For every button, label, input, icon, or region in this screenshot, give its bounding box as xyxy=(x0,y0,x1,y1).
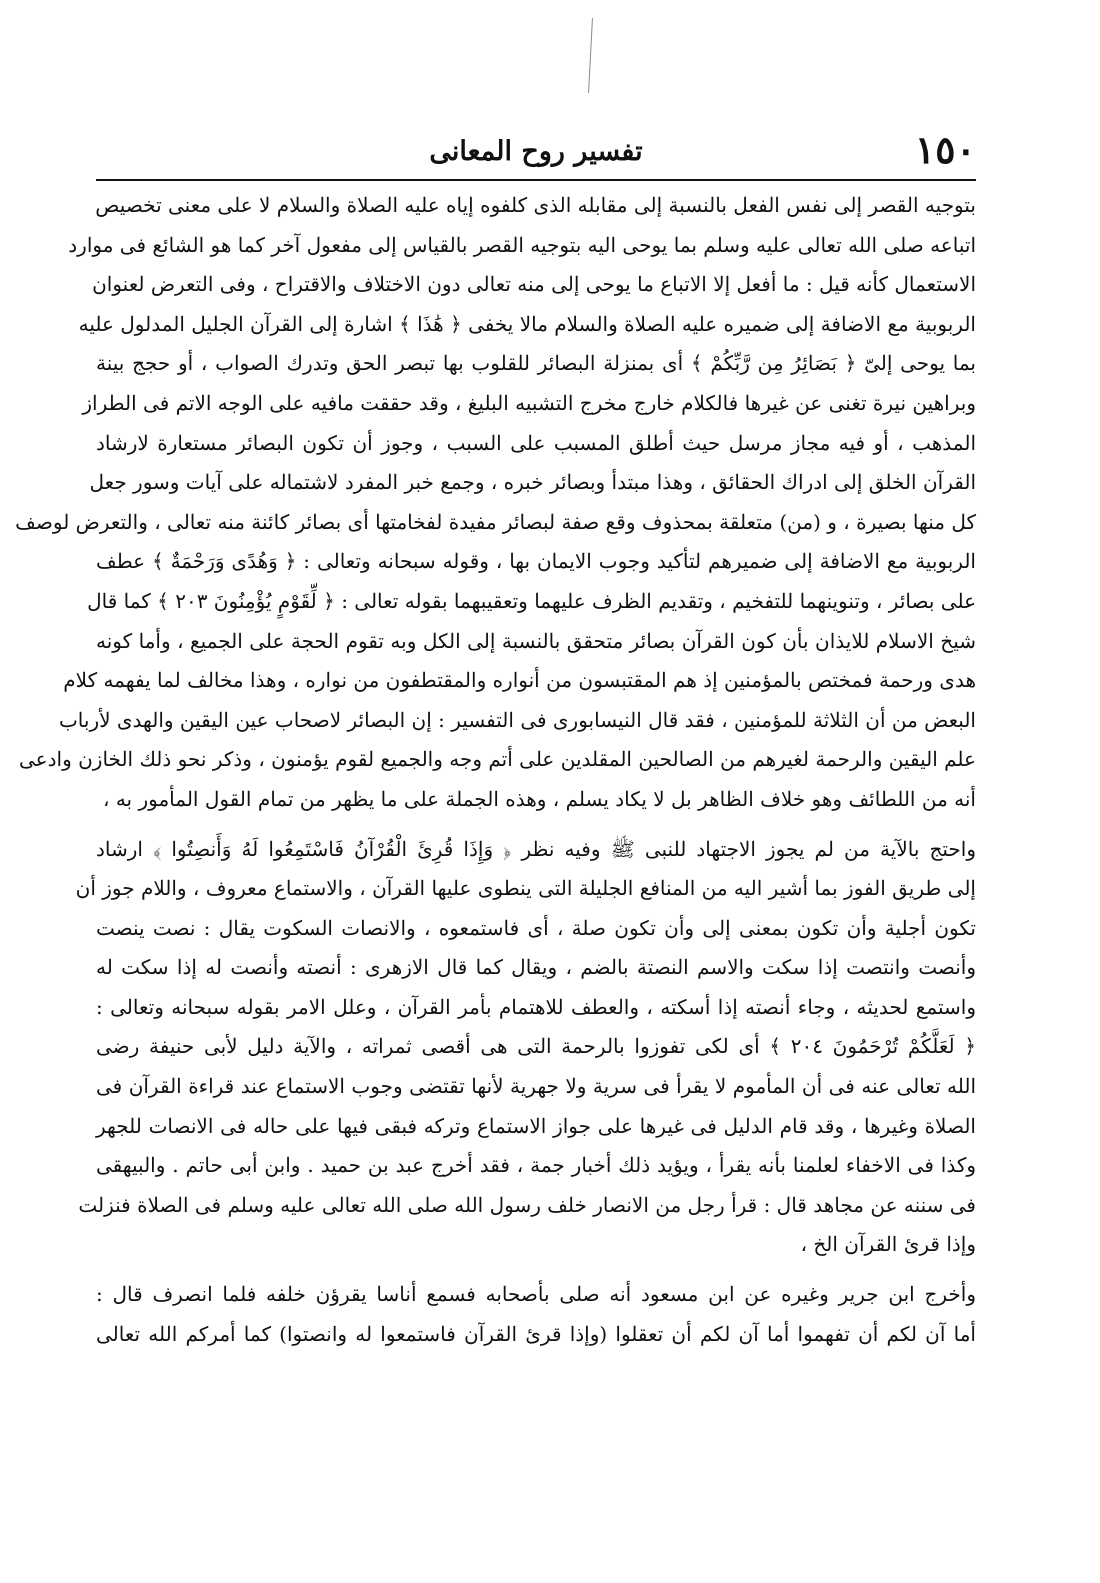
text-line: على بصائر ، وتنوينهما للتفخيم ، وتقديم الظرف عليهما وتعقيبهما بقوله تعالى : ﴿ لِّقَوْمٍ يُؤْمِنُونَ ٢٠٣ ﴾ كما قال xyxy=(87,588,976,613)
text-line: وإذا قرئ القرآن الخ ، xyxy=(800,1232,976,1257)
text-line: الله تعالى عنه فى أن المأموم لا يقرأ فى سرية ولا جهرية لأنها تقتضى وجوب الاستماع عند قراءة القرآن فى xyxy=(96,1074,976,1099)
text-line: تكون أجلية وأن تكون بمعنى إلى وأن تكون صلة ، أى فاستمعوه ، والانصات السكوت يقال : نصت ينصت xyxy=(96,915,976,940)
text-line: هدى ورحمة فمختص بالمؤمنين إذ هم المقتبسون من أنواره والمقتطفون من نواره ، وهذا مخالف لما يفهمه كلام xyxy=(63,668,976,693)
scan-artifact-line xyxy=(588,18,593,93)
text-line: الربوبية مع الاضافة إلى ضميره عليه الصلاة والسلام مالا يخفى ﴿ هَٰذَا ﴾ اشارة إلى القرآن الجليل المدلول عليه xyxy=(78,311,976,336)
text-line: وكذا فى الاخفاء لعلمنا بأنه يقرأ ، ويؤيد ذلك أخبار جمة ، فقد أخرج عبد بن حميد . وابن أبى حاتم . والبيهقى xyxy=(96,1153,976,1178)
text-line: وبراهين نيرة تغنى عن غيرها فالكلام خارج مخرج التشبيه البليغ ، وقد حققت مافيه على الوجه الاتم فى الطراز xyxy=(82,390,976,415)
text-line: الاستعمال كأنه قيل : ما أفعل إلا الاتباع ما يوحى إلى منه تعالى دون الاختلاف والاقتراح ، وفى التعرض لعنوان xyxy=(92,272,976,297)
text-line: أما آن لكم أن تفهموا أما آن لكم أن تعقلوا (وإذا قرئ القرآن فاستمعوا له وانصتوا) كما أمركم الله تعالى xyxy=(96,1321,976,1346)
page-number: ١٥٠ xyxy=(914,127,976,172)
text-line: واحتج بالآية من لم يجوز الاجتهاد للنبى ﷺ وفيه نظر ﴿ وَإِذَا قُرِئَ الْقُرْآنُ فَاسْتَمِعُوا لَهُ وَأَنصِتُوا ﴾ ارشاد xyxy=(96,836,976,861)
text-line: بما يوحى إلىّ ﴿ بَصَائِرُ مِن رَّبِّكُمْ ﴾ أى بمنزلة البصائر للقلوب بها تبصر الحق وتدرك الصواب ، أو حجج بينة xyxy=(96,351,976,376)
body-text xyxy=(15,186,976,1354)
text-line: اتباعه صلى الله تعالى عليه وسلم بما يوحى اليه بتوجيه القصر بالقياس إلى مفعول آخر كما هو الشائع فى موارد xyxy=(68,232,976,257)
text-line: وأنصت وانتصت إذا سكت والاسم النصتة بالضم ، ويقال كما قال الازهرى : أنصته وأنصت له إذا سكت له xyxy=(96,955,976,980)
header-rule xyxy=(96,179,976,181)
text-line: الصلاة وغيرها ، وقد قام الدليل فى غيرها على جواز الاستماع وتركه فبقى فيها على حاله فى الانصات للجهر xyxy=(96,1113,976,1138)
text-line: علم اليقين والرحمة لغيرهم من الصالحين المقلدين على أتم وجه والجميع لقوم يؤمنون ، وذكر نحو ذلك الخازن وادعى xyxy=(19,747,976,772)
text-line: إلى طريق الفوز بما أشير اليه من المنافع الجليلة التى ينطوى عليها القرآن ، والاستماع معروف ، واللام جوز أن xyxy=(75,876,976,901)
text-line: ﴿ لَعَلَّكُمْ تُرْحَمُونَ ٢٠٤ ﴾ أى لكى تفوزوا بالرحمة التى هى أقصى ثمراته ، والآية دليل لأبى حنيفة رضى xyxy=(96,1034,976,1059)
text-line: المذهب ، أو فيه مجاز مرسل حيث أطلق المسبب على السبب ، وجوز أن تكون البصائر مستعارة لارشاد xyxy=(96,430,976,455)
text-line: وأخرج ابن جرير وغيره عن ابن مسعود أنه صلى بأصحابه فسمع أناسا يقرؤن خلفه فلما انصرف قال : xyxy=(96,1282,976,1307)
text-line: أنه من اللطائف وهو خلاف الظاهر بل لا يكاد يسلم ، وهذه الجملة على ما يظهر من تمام القول المأمور به ، xyxy=(103,786,976,811)
text-line: شيخ الاسلام للايذان بأن كون القرآن بصائر متحقق بالنسبة إلى الكل وبه تقوم الحجة على الجميع ، وأما كونه xyxy=(96,628,976,653)
text-line: واستمع لحديثه ، وجاء أنصته إذا أسكته ، والعطف للاهتمام بأمر القرآن ، وعلل الامر بقوله سبحانه وتعالى : xyxy=(96,994,976,1019)
text-line: الربوبية مع الاضافة إلى ضميرهم لتأكيد وجوب الايمان بها ، وقوله سبحانه وتعالى : ﴿ وَهُدًى وَرَحْمَةٌ ﴾ عطف xyxy=(96,549,976,574)
text-line: القرآن الخلق إلى ادراك الحقائق ، وهذا مبتدأ وبصائر خبره ، وجمع خبر المفرد لاشتماله على آيات وسور جعل xyxy=(89,470,976,495)
text-line: البعض من أن الثلاثة للمؤمنين ، فقد قال النيسابورى فى التفسير : إن البصائر لاصحاب عين اليقين والهدى لأرباب xyxy=(58,707,976,732)
text-line: فى سننه عن مجاهد قال : قرأ رجل من الانصار خلف رسول الله صلى الله تعالى عليه وسلم فى الصلاة فنزلت xyxy=(78,1192,976,1217)
page-header xyxy=(96,128,976,176)
text-line: بتوجيه القصر إلى نفس الفعل بالنسبة إلى مقابله الذى كلفوه إياه عليه الصلاة والسلام لا على معنى تخصيص xyxy=(95,193,976,217)
running-title: تفسير روح المعانى xyxy=(429,136,643,167)
text-line: كل منها بصيرة ، و (من) متعلقة بمحذوف وقع صفة لبصائر مفيدة لفخامتها أى بصائر كائنة منه تعالى ، والتعرض لوصف xyxy=(15,509,976,534)
